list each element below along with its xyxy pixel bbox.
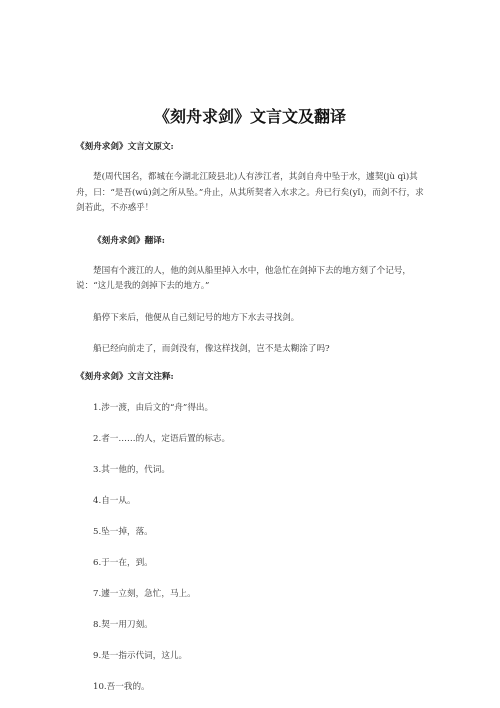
notes-section xyxy=(76,370,424,694)
original-heading: 《刻舟求剑》文言文原文: xyxy=(76,142,174,152)
translation-section xyxy=(76,234,424,358)
original-section xyxy=(76,140,424,217)
note-item: 3.其一他的，代词。 xyxy=(93,464,170,475)
document-title: 《刻舟求剑》文言文及翻译 xyxy=(153,107,346,126)
translation-paragraph-2: 船停下来后，他便从自己刻记号的地方下水去寻找剑。 xyxy=(93,312,300,323)
notes-heading: 《刻舟求剑》文言文注释: xyxy=(76,371,174,382)
translation-paragraph-3: 船已经向前走了，而剑没有，像这样找剑，岂不是太糊涂了吗? xyxy=(93,344,330,354)
note-item: 8.契一用刀刻。 xyxy=(93,619,153,630)
note-item: 10.吾一我的。 xyxy=(93,681,150,692)
original-text: 楚(周代国名，都城在今湖北江陵县北)人有涉江者，其剑自舟中坠于水，遽契(jù qì)其舟，曰：“是吾(wú)剑之所从坠。”舟止，从其所契者入水求之。舟已行矣(yǐ)，而剑不行，求剑若此，不亦惑乎！ xyxy=(76,172,424,213)
note-item: 1.涉一渡，由后文的“舟”得出。 xyxy=(93,402,214,413)
translation-heading: 《刻舟求剑》翻译: xyxy=(93,235,165,246)
note-item: 4.自一从。 xyxy=(93,495,136,506)
note-item: 9.是一指示代词，这儿。 xyxy=(93,650,188,661)
note-item: 2.者一……的人，定语后置的标志。 xyxy=(93,433,231,444)
note-item: 6.于一在，到。 xyxy=(93,557,153,568)
translation-paragraph-1: 楚国有个渡江的人，他的剑从船里掉入水中，他急忙在剑掉下去的地方刻了个记号，说：“这儿是我的剑掉下去的地方。” xyxy=(76,265,411,291)
note-item: 5.坠一掉，落。 xyxy=(93,526,153,537)
note-item: 7.遽一立刻，急忙，马上。 xyxy=(93,588,196,599)
